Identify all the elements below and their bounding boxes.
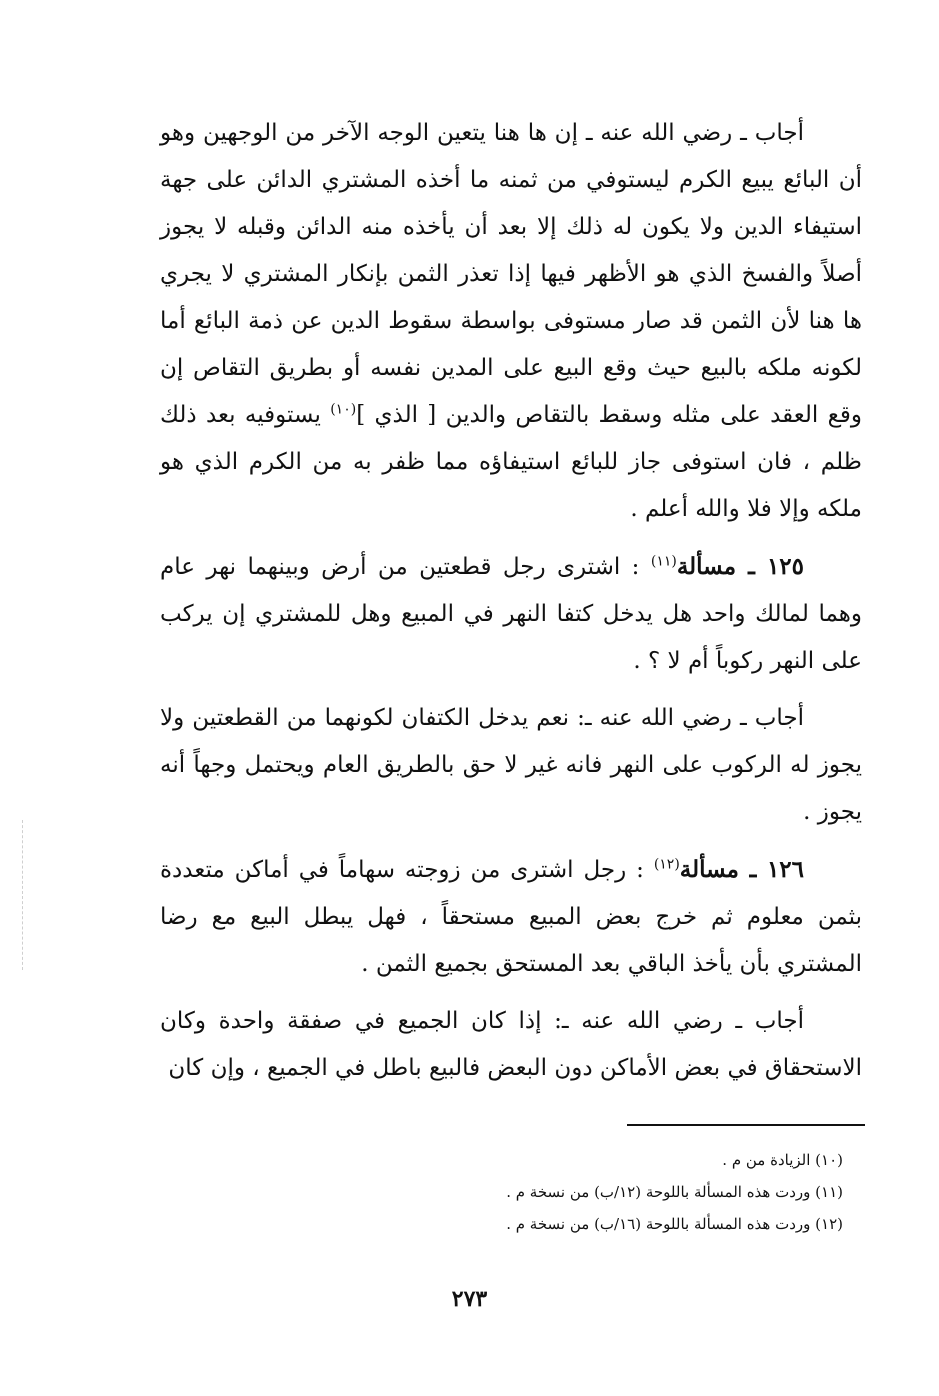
question-126-label: ١٢٦ ـ مسألة	[679, 856, 805, 883]
footnotes	[343, 1144, 843, 1240]
footnote-10: (١٠) الزيادة من م .	[722, 1151, 843, 1169]
question-126-text: : رجل اشترى من زوجته سهاماً في أماكن متعددة بثمن معلوم ثم خرج بعض المبيع مستحقاً ، فهل يبطل البيع مع رضا المشتري بأن يأخذ الباقي بعد المستحق بجميع الثمن .	[160, 857, 862, 977]
footnote-ref-12: (١٢)	[653, 856, 680, 873]
footnote-12: (١٢) وردت هذه المسألة باللوحة (١٦/ب) من نسخة م .	[506, 1215, 843, 1233]
answer-text: أجاب ـ رضي الله عنه ـ إن ها هنا يتعين الوجه الآخر من الوجهين وهو أن البائع يبيع الكرم ليستوفي من ثمنه ما أخذه المشتري الدائن على جهة استيفاء الدين ولا يكون له ذلك إلا بعد أن يأخذه منه الدائن وقبله لا يجوز أصلاً والفسخ الذي هو الأظهر فيها إذا تعذر الثمن بإنكار المشتري لا يجري ها هنا لأن الثمن قد صار مستوفى بواسطة سقوط الدين عن ذمة البائع أما لكونه ملكه بالبيع حيث وقع البيع على المدين نفسه أو بطريق التقاص إن وقع العقد على مثله وسقط بالتقاص والدين [ الذي ]	[160, 120, 863, 428]
footnote-ref-11: (١١)	[650, 553, 677, 570]
footnote-ref-10: (١٠)	[330, 401, 357, 418]
question-125-label: ١٢٥ ـ مسألة	[676, 553, 805, 580]
footnote-separator	[627, 1124, 865, 1126]
page-number: ٢٧٣	[451, 1286, 488, 1312]
scan-margin-mark	[22, 820, 23, 970]
question-125	[160, 543, 862, 685]
answer-125: أجاب ـ رضي الله عنه ـ: نعم يدخل الكتفان لكونهما من القطعتين ولا يجوز له الركوب على النهر فانه غير لا حق بالطريق العام ويحتمل وجهاً أنه يجوز .	[160, 705, 862, 825]
main-text	[160, 110, 862, 1092]
answer-text-end: يستوفيه بعد ذلك ظلم ، فان استوفى جاز للبائع استيفاؤه مما ظفر به من الكرم الذي هو ملكه وإلا فلا والله أعلم .	[160, 402, 862, 522]
answer-paragraph-prev	[160, 110, 862, 533]
answer-126: أجاب ـ رضي الله عنه ـ: إذا كان الجميع في صفقة واحدة وكان الاستحقاق في بعض الأماكن دون البعض فالبيع باطل في الجميع ، وإن كان	[160, 1008, 862, 1081]
footnote-11: (١١) وردت هذه المسألة باللوحة (١٢/ب) من نسخة م .	[506, 1183, 843, 1201]
question-126	[160, 846, 862, 988]
question-125-text: : اشترى رجل قطعتين من أرض وبينهما نهر عام وهما لمالك واحد هل يدخل كتفا النهر في المبيع وهل للمشتري إن يركب على النهر ركوباً أم لا ؟ .	[160, 554, 862, 674]
